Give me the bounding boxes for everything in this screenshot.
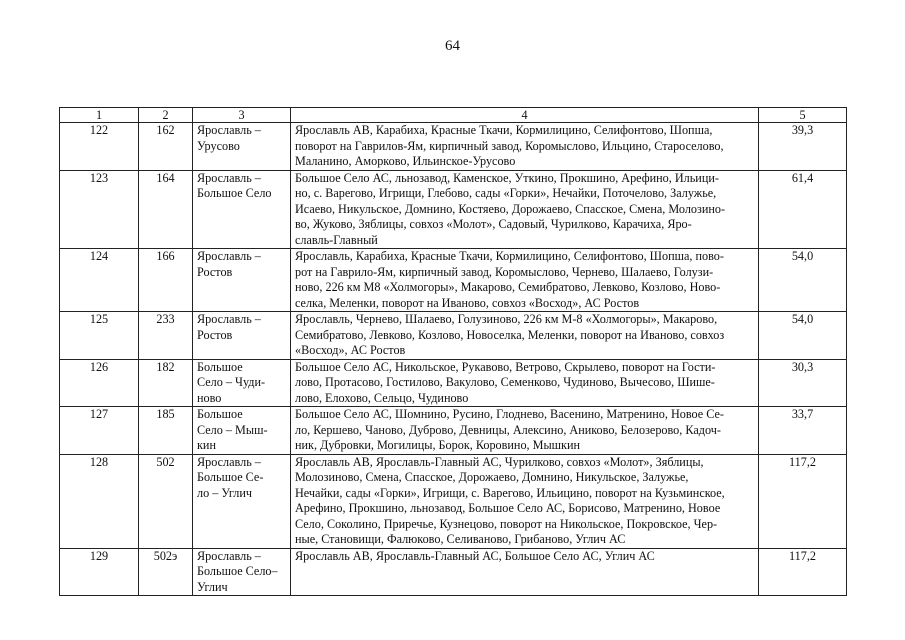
- stops-line: рот на Гаврило-Ям, кирпичный завод, Коромыслово, Чернево, Шалаево, Голузи-: [295, 264, 714, 279]
- route-name-line: Ярославль –: [197, 123, 261, 137]
- stops-cell: [291, 249, 759, 312]
- route-length-cell: 117,2: [759, 548, 847, 596]
- row-index-cell: 125: [60, 312, 139, 360]
- table-row: [60, 312, 847, 360]
- stops-line: Большое Село АС, льнозавод, Каменское, Уткино, Прокшино, Арефино, Ильици-: [295, 170, 719, 185]
- route-number-cell: 182: [139, 359, 193, 407]
- table-row: [60, 123, 847, 171]
- route-length-cell: 33,7: [759, 407, 847, 455]
- route-name-line: ло – Углич: [197, 485, 253, 500]
- route-name-cell: [193, 359, 291, 407]
- route-name-cell: [193, 170, 291, 249]
- route-name-line: Большое: [197, 359, 243, 374]
- route-name-cell: [193, 249, 291, 312]
- route-name-line: Ярославль –: [197, 454, 261, 469]
- stops-line: славль-Главный: [295, 232, 378, 247]
- stops-cell: [291, 407, 759, 455]
- column-header: 5: [759, 108, 847, 123]
- route-name-line: ново: [197, 390, 222, 405]
- stops-cell: [291, 454, 759, 548]
- stops-line: Молозиново, Смена, Спасское, Дорожаево, Домнино, Никульское, Залужье,: [295, 470, 689, 484]
- table-row: [60, 359, 847, 407]
- stops-line: лово, Протасово, Гостилово, Вакулово, Семенково, Чудиново, Вычесово, Шише-: [295, 375, 715, 389]
- route-name-line: Большое Се-: [197, 470, 264, 484]
- row-index-cell: 122: [60, 123, 139, 171]
- stops-cell: [291, 548, 759, 596]
- route-name-line: Ярославль –: [197, 312, 261, 326]
- route-name-line: Большое Село: [197, 186, 272, 200]
- page-number: 64: [445, 38, 460, 54]
- stops-cell: [291, 170, 759, 249]
- stops-line: Маланино, Аморково, Ильинское-Урусово: [295, 154, 516, 168]
- route-name-line: Урусово: [197, 138, 240, 153]
- route-name-line: Село – Мыш-: [197, 422, 268, 437]
- column-header: 1: [60, 108, 139, 123]
- route-number-cell: 502э: [139, 548, 193, 596]
- table-row: [60, 249, 847, 312]
- route-length-cell: 61,4: [759, 170, 847, 249]
- stops-line: Большое Село АС, Никольское, Рукавово, Ветрово, Скрылево, поворот на Гости-: [295, 359, 716, 374]
- stops-line: но, с. Варегово, Игрищи, Глебово, сады «Горки», Нечайки, Поточелово, Залужье,: [295, 186, 717, 200]
- row-index-cell: 129: [60, 548, 139, 596]
- route-name-line: Ростов: [197, 264, 233, 279]
- route-name-line: Ростов: [197, 327, 233, 342]
- table-body: [60, 123, 847, 596]
- column-header: 3: [193, 108, 291, 123]
- route-name-cell: [193, 312, 291, 360]
- route-name-cell: [193, 548, 291, 596]
- route-name-cell: [193, 454, 291, 548]
- stops-line: Село, Соколино, Приречье, Кузнецово, поворот на Никольское, Покровское, Чер-: [295, 516, 718, 531]
- route-length-cell: 39,3: [759, 123, 847, 171]
- row-index-cell: 123: [60, 170, 139, 249]
- row-index-cell: 128: [60, 454, 139, 548]
- stops-line: Ярославль, Чернево, Шалаево, Голузиново, 226 км М-8 «Холмогоры», Макарово,: [295, 312, 718, 326]
- row-index-cell: 126: [60, 359, 139, 407]
- table-row: [60, 170, 847, 249]
- stops-line: «Восход», АС Ростов: [295, 343, 406, 357]
- route-number-cell: 233: [139, 312, 193, 360]
- route-name-line: Село – Чуди-: [197, 375, 266, 389]
- stops-cell: [291, 312, 759, 360]
- row-index-cell: 127: [60, 407, 139, 455]
- stops-line: Семибратово, Левково, Козлово, Новоселка, Меленки, поворот на Иваново, совхоз: [295, 327, 725, 342]
- table-row: [60, 548, 847, 596]
- column-header: 2: [139, 108, 193, 123]
- route-length-cell: 54,0: [759, 312, 847, 360]
- stops-line: во, Жуково, Зяблицы, совхоз «Молот», Садовый, Чурилково, Карачиха, Яро-: [295, 217, 692, 231]
- route-number-cell: 164: [139, 170, 193, 249]
- stops-line: ные, Становищи, Фалюково, Селиваново, Грибаново, Углич АС: [295, 532, 626, 546]
- route-name-line: кин: [197, 438, 216, 452]
- route-length-cell: 117,2: [759, 454, 847, 548]
- route-number-cell: 162: [139, 123, 193, 171]
- route-length-cell: 54,0: [759, 249, 847, 312]
- stops-line: Ярославль АВ, Ярославль-Главный АС, Большое Село АС, Углич АС: [295, 548, 655, 563]
- stops-line: Ярославль, Карабиха, Красные Ткачи, Кормилицино, Селифонтово, Шопша, пово-: [295, 249, 724, 263]
- stops-line: поворот на Гаврилов-Ям, кирпичный завод, Коромыслово, Ильцино, Староселово,: [295, 138, 724, 153]
- stops-cell: [291, 359, 759, 407]
- route-number-cell: 166: [139, 249, 193, 312]
- route-name-line: Большое: [197, 407, 243, 421]
- route-number-cell: 502: [139, 454, 193, 548]
- route-length-cell: 30,3: [759, 359, 847, 407]
- stops-line: ново, 226 км М8 «Холмогоры», Макарово, Семибратово, Левково, Козлово, Ново-: [295, 280, 721, 294]
- stops-line: ник, Дубровки, Могилицы, Борок, Коровино, Мышкин: [295, 438, 581, 452]
- stops-line: Ярославль АВ, Ярославль-Главный АС, Чурилково, совхоз «Молот», Зяблицы,: [295, 454, 704, 469]
- stops-line: селка, Меленки, поворот на Иваново, совхоз «Восход», АС Ростов: [295, 295, 640, 310]
- column-header: 4: [291, 108, 759, 123]
- stops-line: ло, Кершево, Чаново, Дуброво, Девницы, Алексино, Аниково, Белозерово, Кадоч-: [295, 422, 721, 437]
- stops-line: Исаево, Никульское, Домнино, Костяево, Дорожаево, Спасское, Смена, Молозино-: [295, 201, 726, 216]
- route-name-line: Ярославль –: [197, 170, 261, 185]
- route-name-line: Большое Село–: [197, 564, 278, 578]
- stops-line: Большое Село АС, Шомнино, Русино, Глоднево, Васенино, Матренино, Новое Се-: [295, 407, 724, 421]
- stops-cell: [291, 123, 759, 171]
- route-name-line: Ярославль –: [197, 249, 261, 263]
- stops-line: Арефино, Прокшино, льнозавод, Большое Село АС, Борисово, Матренино, Новое: [295, 501, 721, 515]
- table-row: [60, 407, 847, 455]
- stops-line: Нечайки, сады «Горки», Игрищи, с. Варегово, Ильицино, поворот на Кузьминское,: [295, 485, 725, 500]
- table-row: [60, 454, 847, 548]
- route-name-cell: [193, 407, 291, 455]
- stops-line: Ярославль АВ, Карабиха, Красные Ткачи, Кормилицино, Селифонтово, Шопша,: [295, 123, 713, 137]
- stops-line: лово, Елохово, Сельцо, Чудиново: [295, 390, 469, 405]
- route-name-line: Ярославль –: [197, 548, 261, 563]
- route-name-cell: [193, 123, 291, 171]
- route-number-cell: 185: [139, 407, 193, 455]
- routes-table: [59, 107, 847, 596]
- table-header-row: [60, 108, 847, 123]
- route-name-line: Углич: [197, 579, 228, 594]
- row-index-cell: 124: [60, 249, 139, 312]
